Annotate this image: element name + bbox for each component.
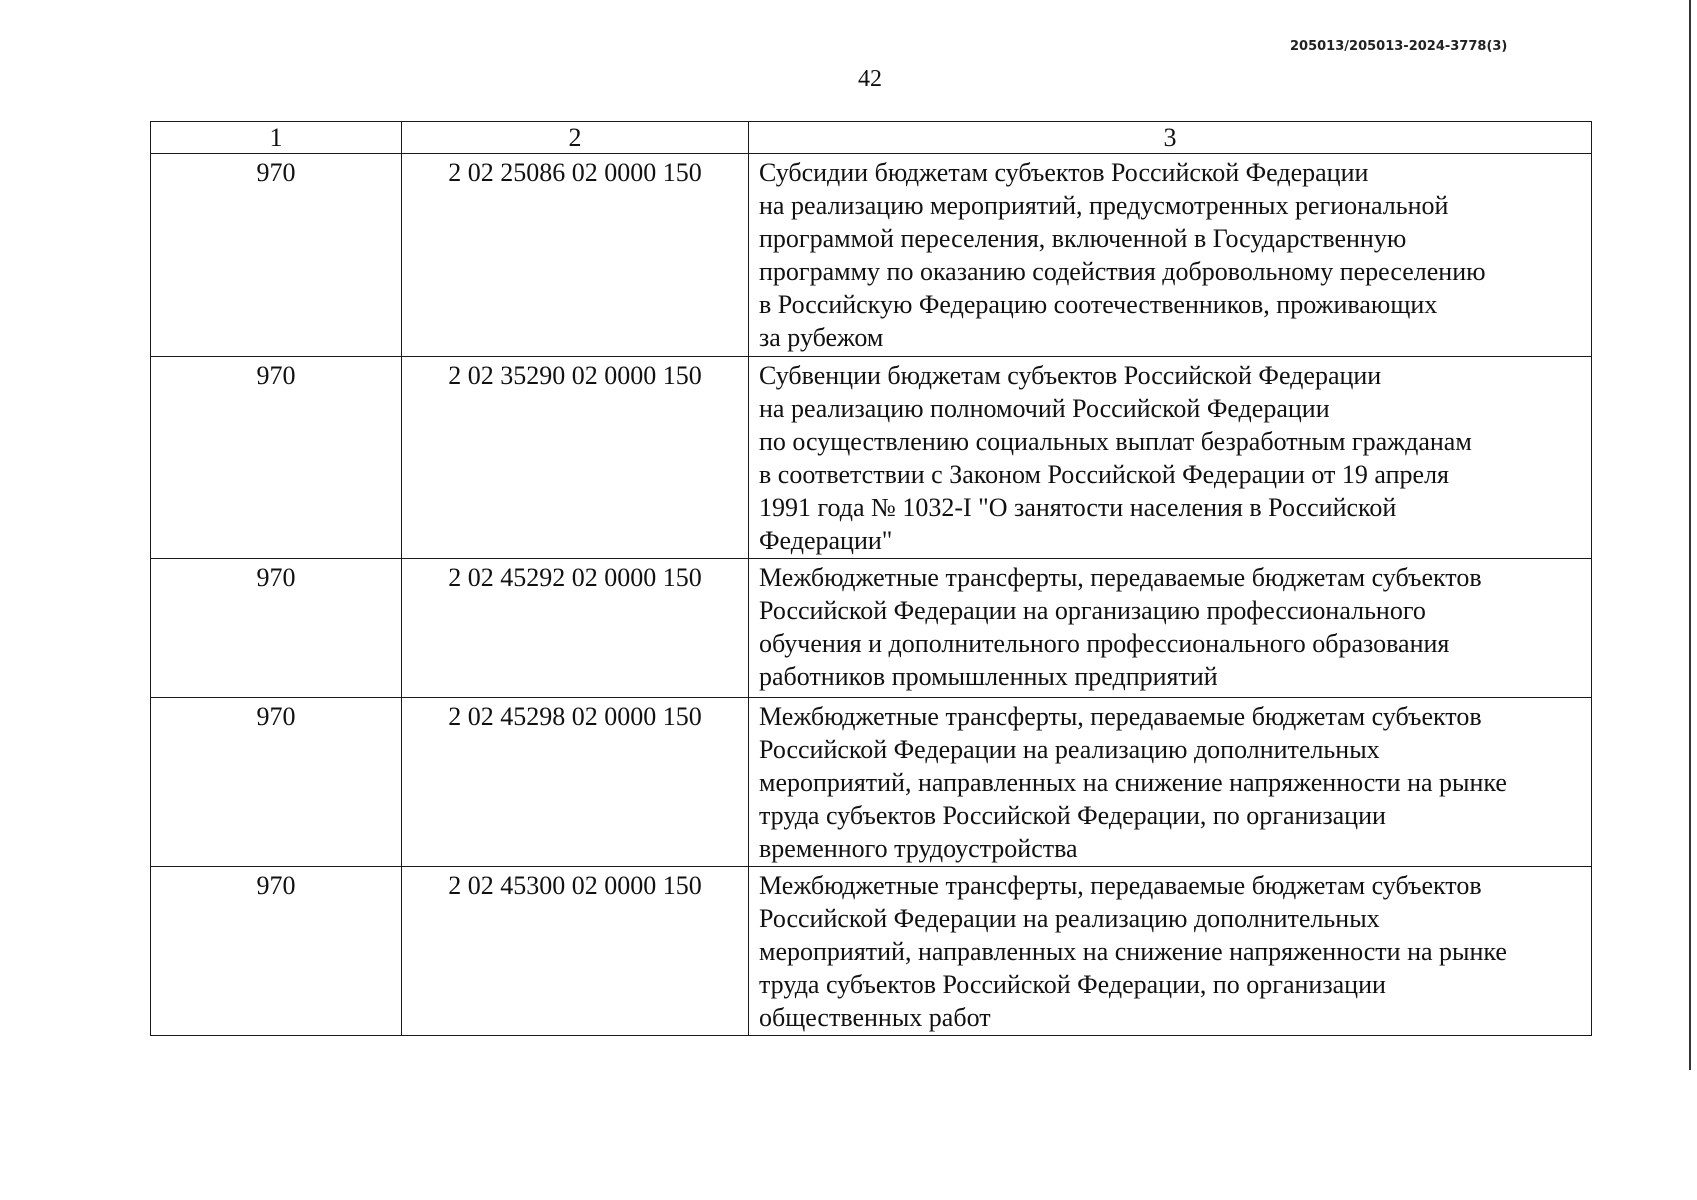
budget-classification-table bbox=[150, 121, 1592, 1036]
budget-code-cell: 2 02 25086 02 0000 150 bbox=[402, 154, 749, 357]
page-number: 42 bbox=[858, 66, 882, 92]
table-row bbox=[151, 559, 1592, 698]
budget-code-cell: 2 02 45292 02 0000 150 bbox=[402, 559, 749, 698]
admin-code-cell: 970 bbox=[151, 357, 402, 559]
table-row bbox=[151, 357, 1592, 559]
description-cell: Межбюджетные трансферты, передаваемые бюджетам субъектов Российской Федерации на реализацию дополнительных мероприятий, направленных на снижение напряженности на рынке труда субъектов Российской Федерации, по организации общественных работ bbox=[749, 867, 1592, 1036]
table-row bbox=[151, 867, 1592, 1036]
column-header-3: 3 bbox=[749, 122, 1592, 154]
admin-code-cell: 970 bbox=[151, 867, 402, 1036]
document-reference-number: 205013/205013-2024-3778(3) bbox=[1290, 39, 1508, 54]
admin-code-cell: 970 bbox=[151, 559, 402, 698]
column-header-1: 1 bbox=[151, 122, 402, 154]
table-row bbox=[151, 154, 1592, 357]
table-row bbox=[151, 698, 1592, 867]
description-cell: Субвенции бюджетам субъектов Российской Федерации на реализацию полномочий Российской Федерации по осуществлению социальных выплат безработным гражданам в соответствии с Законом Российской Федерации от 19 апреля 1991 года № 1032-I "О занятости населения в Российской Федерации" bbox=[749, 357, 1592, 559]
budget-code-cell: 2 02 35290 02 0000 150 bbox=[402, 357, 749, 559]
column-header-2: 2 bbox=[402, 122, 749, 154]
admin-code-cell: 970 bbox=[151, 154, 402, 357]
description-cell: Межбюджетные трансферты, передаваемые бюджетам субъектов Российской Федерации на организацию профессионального обучения и дополнительного профессионального образования работников промышленных предприятий bbox=[749, 559, 1592, 698]
description-cell: Субсидии бюджетам субъектов Российской Федерации на реализацию мероприятий, предусмотренных региональной программой переселения, включенной в Государственную программу по оказанию содействия добровольному переселению в Российскую Федерацию соотечественников, проживающих за рубежом bbox=[749, 154, 1592, 357]
budget-code-cell: 2 02 45300 02 0000 150 bbox=[402, 867, 749, 1036]
table-header-row bbox=[151, 122, 1592, 154]
budget-code-cell: 2 02 45298 02 0000 150 bbox=[402, 698, 749, 867]
scan-edge-line bbox=[1689, 0, 1691, 1070]
description-cell: Межбюджетные трансферты, передаваемые бюджетам субъектов Российской Федерации на реализацию дополнительных мероприятий, направленных на снижение напряженности на рынке труда субъектов Российской Федерации, по организации временного трудоустройства bbox=[749, 698, 1592, 867]
admin-code-cell: 970 bbox=[151, 698, 402, 867]
